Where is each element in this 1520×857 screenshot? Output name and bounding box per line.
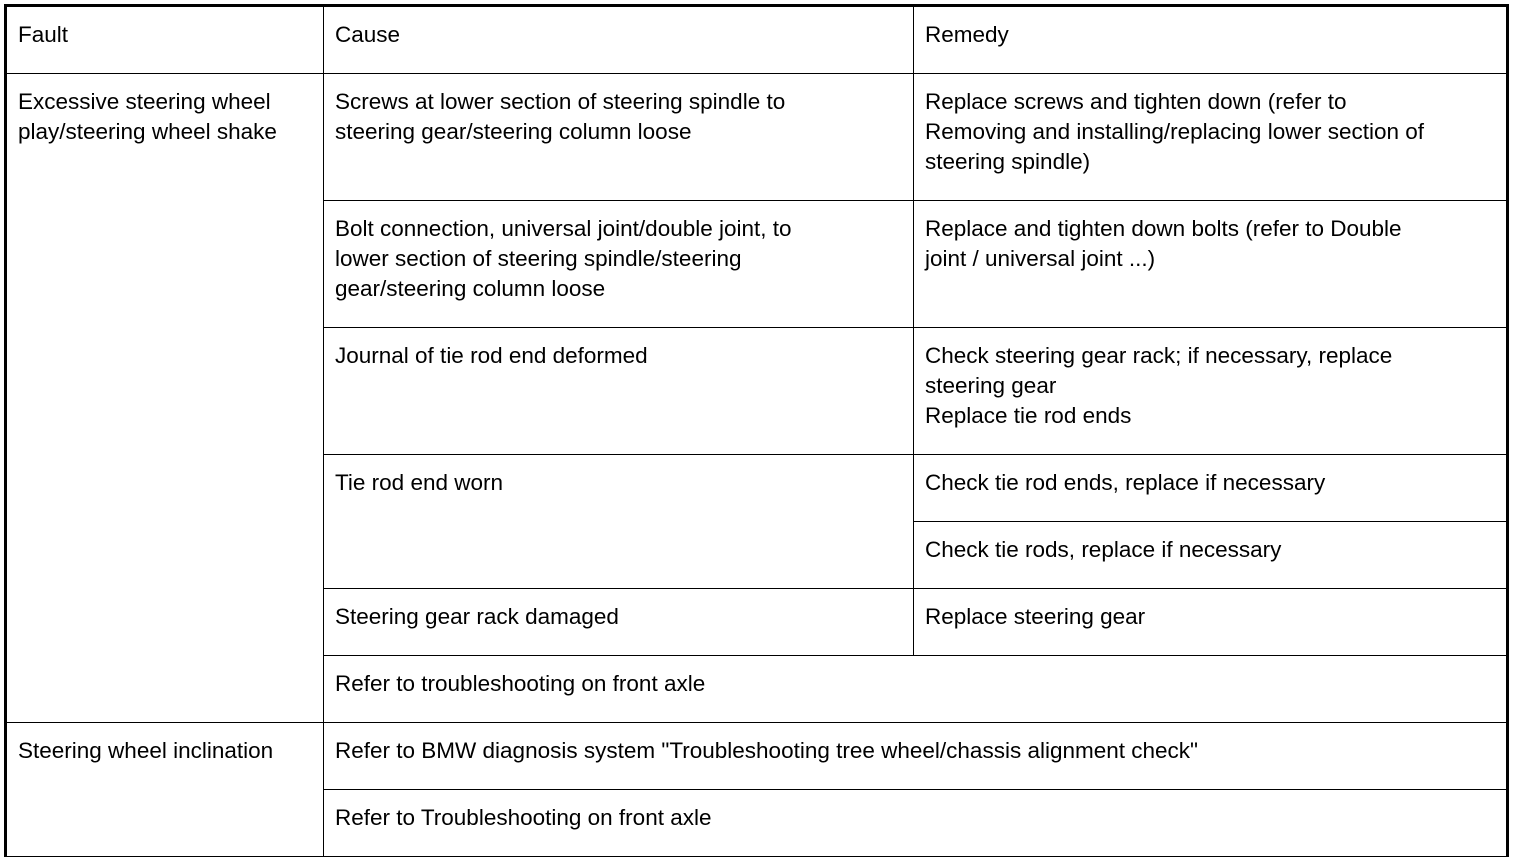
remedy-cell: Replace screws and tighten down (refer to Removing and installing/replacing lower section of steering spindle) xyxy=(914,74,1507,201)
header-cause: Cause xyxy=(324,7,914,74)
remedy-cell: Replace and tighten down bolts (refer to Double joint / universal joint ...) xyxy=(914,201,1507,328)
table-header-row xyxy=(7,7,1507,74)
note-cell: Refer to troubleshooting on front axle xyxy=(324,656,1507,723)
remedy-cell: Check steering gear rack; if necessary, replace steering gear Replace tie rod ends xyxy=(914,328,1507,455)
remedy-cell: Replace steering gear xyxy=(914,589,1507,656)
note-cell: Refer to BMW diagnosis system "Troubleshooting tree wheel/chassis alignment check" xyxy=(324,723,1507,790)
cause-cell: Journal of tie rod end deformed xyxy=(324,328,914,455)
remedy-cell: Check tie rods, replace if necessary xyxy=(914,522,1507,589)
fault-cell: Excessive steering wheel play/steering wheel shake xyxy=(7,74,324,723)
cause-cell: Screws at lower section of steering spindle to steering gear/steering column loose xyxy=(324,74,914,201)
cause-cell: Bolt connection, universal joint/double joint, to lower section of steering spindle/steering gear/steering column loose xyxy=(324,201,914,328)
fault-cell: Steering wheel inclination xyxy=(7,723,324,857)
cause-cell: Steering gear rack damaged xyxy=(324,589,914,656)
header-remedy: Remedy xyxy=(914,7,1507,74)
note-cell: Refer to Troubleshooting on front axle xyxy=(324,790,1507,857)
table-row xyxy=(7,723,1507,790)
header-fault: Fault xyxy=(7,7,324,74)
fault-table xyxy=(6,6,1507,857)
remedy-cell: Check tie rod ends, replace if necessary xyxy=(914,455,1507,522)
table-row xyxy=(7,74,1507,201)
cause-cell: Tie rod end worn xyxy=(324,455,914,589)
